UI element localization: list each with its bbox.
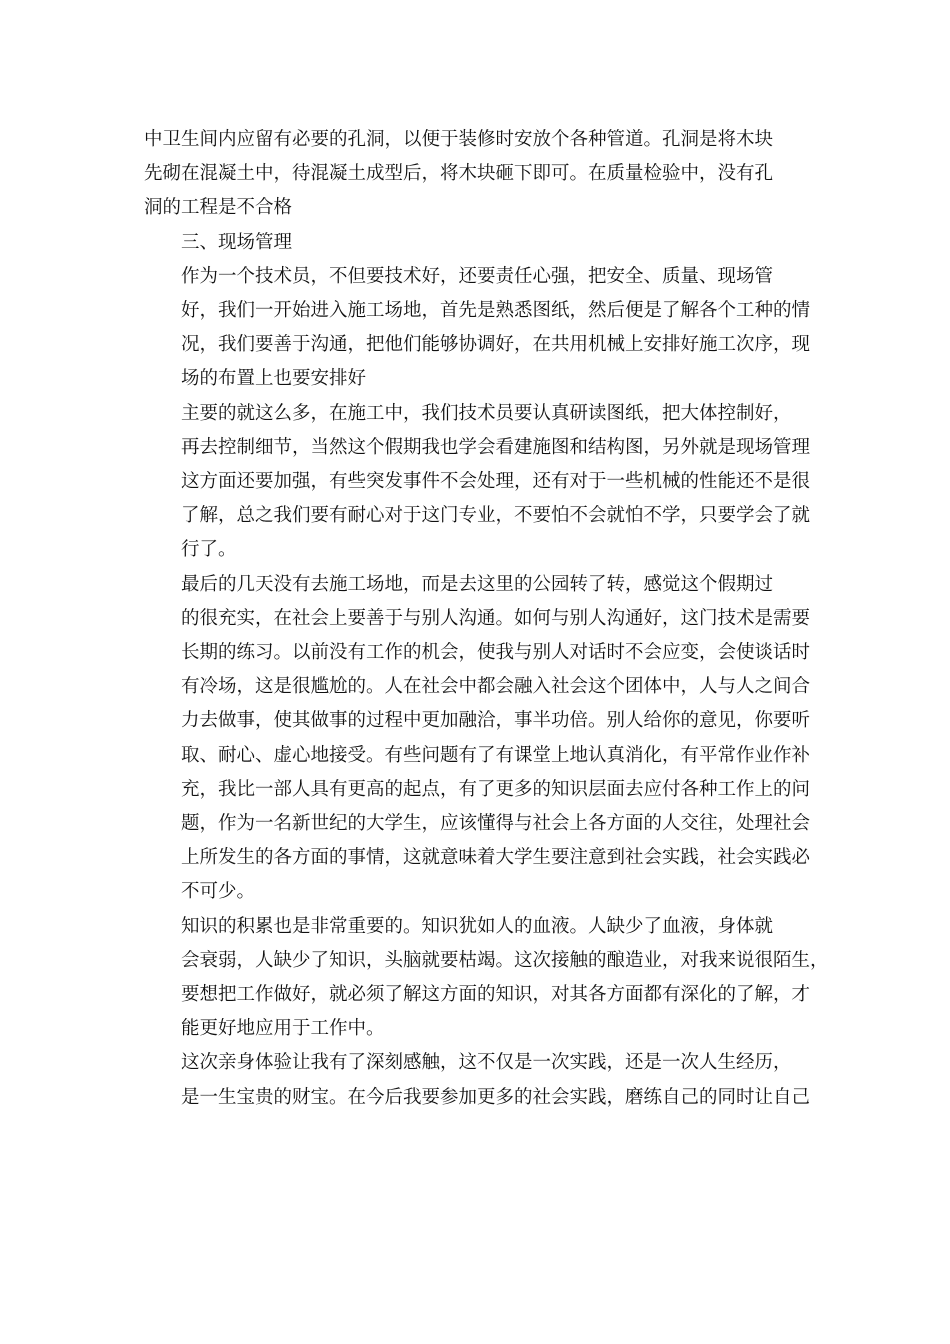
text-line: 的很充实，在社会上要善于与别人沟通。如何与别人沟通好，这门技术是需要 — [181, 607, 811, 629]
text-line: 中卫生间内应留有必要的孔洞，以便于装修时安放个各种管道。孔洞是将木块 — [144, 129, 774, 150]
text-line: 了解，总之我们要有耐心对于这门专业，不要怕不会就怕不学，只要学会了就 — [181, 505, 811, 527]
text-line: 题，作为一名新世纪的大学生，应该懂得与社会上各方面的人交往，处理社会 — [181, 813, 811, 835]
paragraph-p1 — [144, 226, 806, 260]
text-line: 充，我比一部人具有更高的起点，有了更多的知识层面去应付各种工作上的问 — [181, 778, 811, 800]
text-line: 上所发生的各方面的事情，这就意味着大学生要注意到社会实践，社会实践必 — [181, 847, 811, 869]
text-line: 取、耐心、虚心地接受。有些问题有了有课堂上地认真消化，有平常作业作补 — [181, 744, 811, 766]
paragraph-p5 — [144, 910, 829, 1047]
text-line: 最后的几天没有去施工场地，而是去这里的公园转了转，感觉这个假期过 — [181, 573, 774, 595]
text-line: 这方面还要加强，有些突发事件不会处理，还有对于一些机械的性能还不是很 — [181, 471, 811, 493]
text-line: 行了。 — [181, 539, 237, 561]
text-line: 这次亲身体验让我有了深刻感触，这不仅是一次实践，还是一次人生经历， — [181, 1052, 792, 1074]
text-line: 能更好地应用于工作中。 — [181, 1018, 385, 1040]
text-line: 先砌在混凝土中，待混凝土成型后，将木块砸下即可。在质量检验中，没有孔 — [144, 163, 774, 185]
text-line: 会衰弱，人缺少了知识，头脑就要枯竭。这次接触的酿造业，对我来说很陌生， — [181, 949, 829, 971]
text-line: 不可少。 — [181, 881, 256, 903]
text-line: 主要的就这么多，在施工中，我们技术员要认真研读图纸，把大体控制好， — [181, 402, 792, 424]
text-line: 有冷场，这是很尴尬的。人在社会中都会融入社会这个团体中，人与人之间合 — [181, 676, 811, 698]
paragraph-p2 — [144, 260, 811, 397]
paragraph-p6 — [144, 1046, 811, 1114]
text-line: 长期的练习。以前没有工作的机会，使我与别人对话时不会应变，会使谈话时 — [181, 642, 811, 664]
body-text — [144, 123, 829, 1115]
text-line: 三、现场管理 — [181, 231, 293, 253]
paragraph-p4 — [144, 568, 811, 910]
text-line: 要想把工作做好，就必须了解这方面的知识，对其各方面都有深化的了解，才 — [181, 984, 811, 1006]
text-line: 场的布置上也要安排好 — [181, 368, 367, 390]
text-line: 是一生宝贵的财宝。在今后我要参加更多的社会实践，磨练自己的同时让自己 — [181, 1086, 811, 1108]
paragraph-p3 — [144, 397, 811, 568]
text-line: 知识的积累也是非常重要的。知识犹如人的血液。人缺少了血液，身体就 — [181, 915, 774, 937]
text-line: 好，我们一开始进入施工场地，首先是熟悉图纸，然后便是了解各个工种的情 — [181, 300, 811, 322]
text-line: 作为一个技术员，不但要技术好，还要责任心强，把安全、质量、现场管 — [181, 265, 774, 287]
text-line: 再去控制细节，当然这个假期我也学会看建施图和结构图，另外就是现场管理 — [181, 436, 811, 458]
paragraph-p0 — [144, 123, 806, 226]
text-line: 洞的工程是不合格 — [144, 197, 293, 219]
text-line: 力去做事，使其做事的过程中更加融洽，事半功倍。别人给你的意见，你要听 — [181, 710, 811, 732]
text-line: 况，我们要善于沟通，把他们能够协调好，在共用机械上安排好施工次序，现 — [181, 334, 811, 356]
